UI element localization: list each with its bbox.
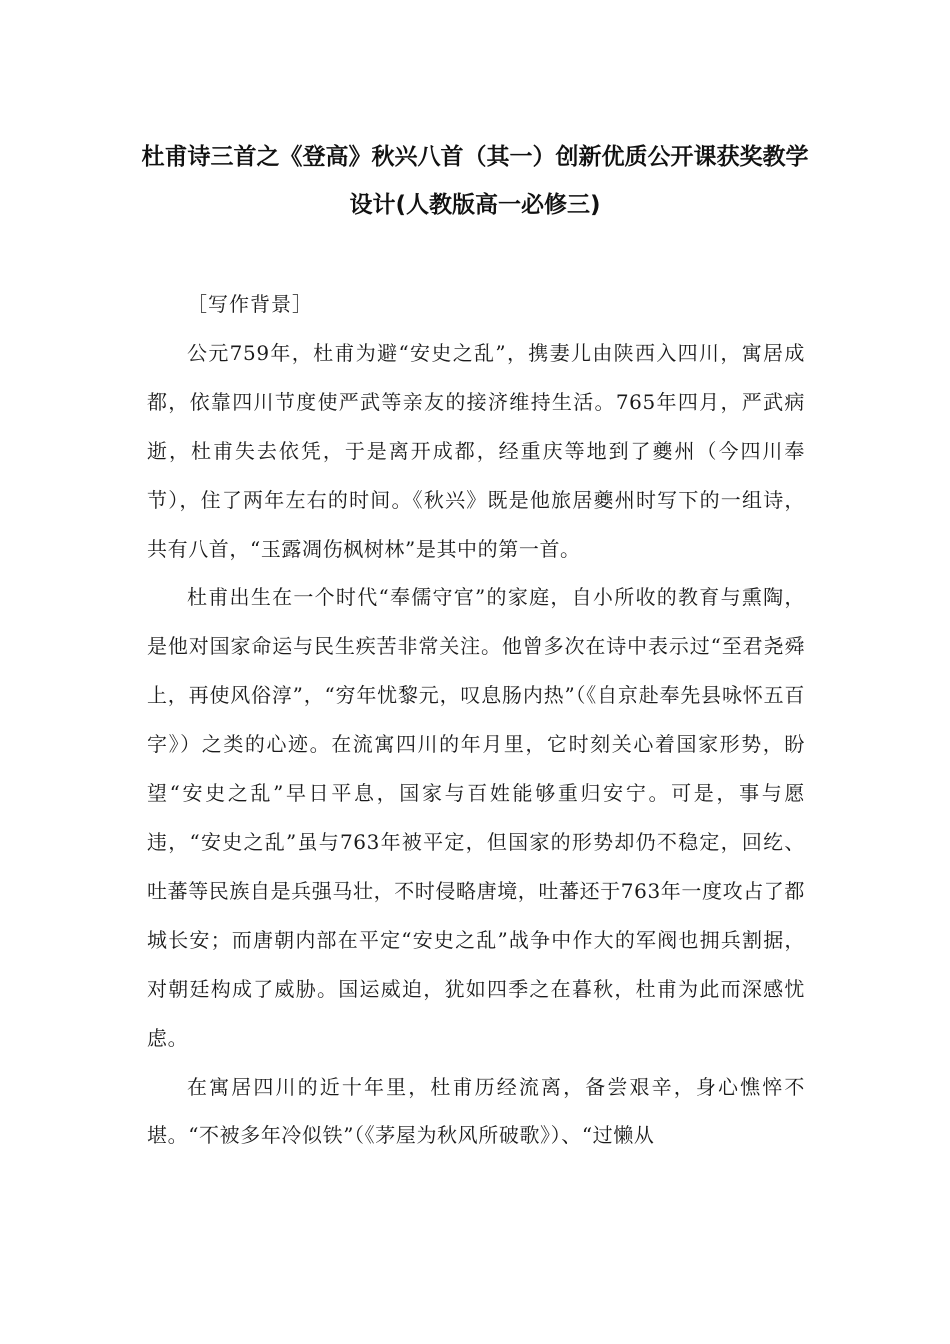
paragraph-3: 在寓居四川的近十年里，杜甫历经流离，备尝艰辛，身心憔悴不堪。“不被多年冷似铁”（《茅屋为秋风所破歌》）、“过懒从 (147, 1074, 805, 1148)
document-title-line-2: 设计(人教版高一必修三) (349, 192, 601, 218)
document-title-line-1: 杜甫诗三首之《登高》秋兴八首（其一）创新优质公开课获奖教学 (141, 144, 809, 170)
document-body (147, 280, 805, 1160)
paragraph-1: 公元759年，杜甫为避“安史之乱”，携妻儿由陕西入四川，寓居成都，依靠四川节度使严武等亲友的接济维持生活。765年四月，严武病逝，杜甫失去依凭，于是离开成都，经重庆等地到了夔州（今四川奉节），住了两年左右的时间。《秋兴》既是他旅居夔州时写下的一组诗，共有八首，“玉露凋伤枫树林”是其中的第一首。 (147, 340, 805, 561)
paragraph-2: 杜甫出生在一个时代“奉儒守官”的家庭，自小所收的教育与熏陶，是他对国家命运与民生疾苦非常关注。他曾多次在诗中表示过“至君尧舜上，再使风俗淳”，“穷年忧黎元，叹息肠内热”（《自京赴奉先县咏怀五百字》）之类的心迹。在流寓四川的年月里，它时刻关心着国家形势，盼望“安史之乱”早日平息，国家与百姓能够重归安宁。可是，事与愿违，“安史之乱”虽与763年被平定，但国家的形势却仍不稳定，回纥、吐蕃等民族自是兵强马壮，不时侵略唐境，吐蕃还于763年一度攻占了都城长安；而唐朝内部在平定“安史之乱”战争中作大的军阀也拥兵割据，对朝廷构成了威胁。国运威迫，犹如四季之在暮秋，杜甫为此而深感忧虑。 (147, 585, 805, 1050)
section-heading: ［写作背景］ (187, 292, 313, 316)
